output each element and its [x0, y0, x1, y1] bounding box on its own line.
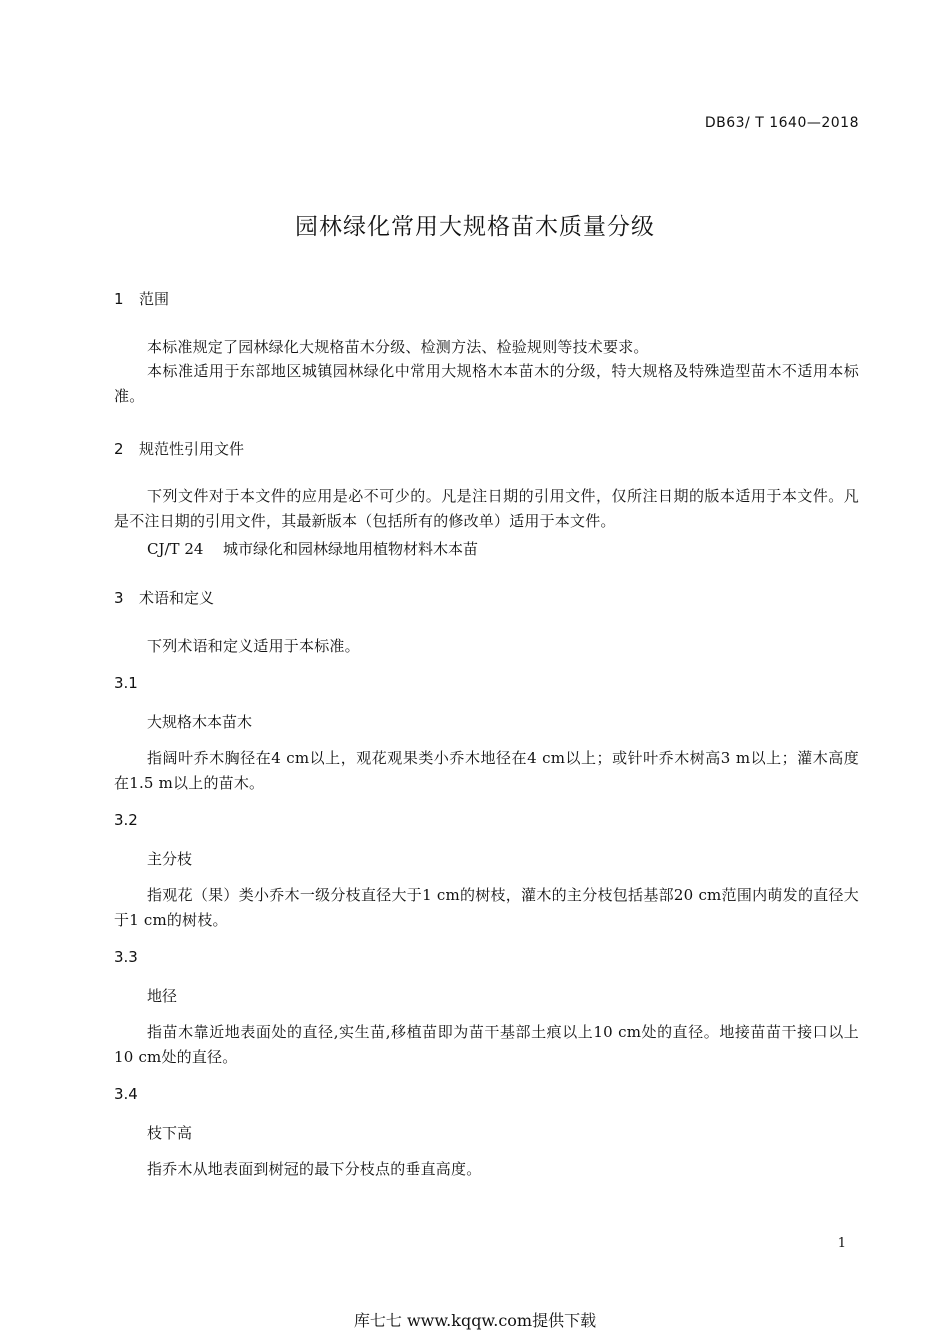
page-number: 1 [837, 1236, 846, 1251]
term-definition: 指苗木靠近地表面处的直径,实生苗,移植苗即为苗干基部土痕以上10 cm处的直径。地接苗苗干接口以上10 cm处的直径。 [114, 1023, 859, 1066]
term-number: 3.2 [114, 811, 138, 829]
term-name: 地径 [147, 987, 178, 1005]
term-definition: 指阔叶乔木胸径在4 cm以上，观花观果类小乔木地径在4 cm以上；或针叶乔木树高3 m以上；灌木高度在1.5 m以上的苗木。 [114, 749, 859, 792]
section-title: 规范性引用文件 [139, 440, 245, 458]
section-2-heading [114, 438, 244, 459]
term-name: 枝下高 [147, 1124, 193, 1142]
section-number: 2 [114, 440, 124, 458]
term-name: 主分枝 [147, 850, 193, 868]
section-number: 1 [114, 290, 124, 308]
document-title: 园林绿化常用大规格苗木质量分级 [295, 214, 655, 240]
term-number: 3.4 [114, 1085, 138, 1103]
standard-code: DB63/ T 1640—2018 [704, 115, 859, 131]
footer-watermark: 库七七 www.kqqw.com提供下载 [353, 1311, 597, 1330]
section-3-heading [114, 587, 214, 608]
term-number: 3.3 [114, 948, 138, 966]
term-definition: 指乔木从地表面到树冠的最下分枝点的垂直高度。 [147, 1160, 482, 1178]
section-title: 术语和定义 [139, 589, 215, 607]
section-1-paragraph-2: 本标准适用于东部地区城镇园林绿化中常用大规格木本苗木的分级，特大规格及特殊造型苗木不适用本标准。 [114, 362, 859, 405]
section-2-paragraph-1: 下列文件对于本文件的应用是必不可少的。凡是注日期的引用文件，仅所注日期的版本适用于本文件。凡是不注日期的引用文件，其最新版本（包括所有的修改单）适用于本文件。 [114, 487, 859, 530]
reference-code: CJ/T 24 [147, 540, 204, 558]
section-1-paragraph-1: 本标准规定了园林绿化大规格苗木分级、检测方法、检验规则等技术要求。 [147, 338, 649, 356]
term-name: 大规格木本苗木 [147, 713, 253, 731]
section-3-intro: 下列术语和定义适用于本标准。 [147, 637, 360, 655]
section-number: 3 [114, 589, 124, 607]
section-title: 范围 [139, 290, 170, 308]
reference-item [147, 538, 478, 559]
section-1-heading [114, 288, 169, 309]
reference-name: 城市绿化和园林绿地用植物材料木本苗 [223, 540, 479, 558]
term-number: 3.1 [114, 674, 138, 692]
term-definition: 指观花（果）类小乔木一级分枝直径大于1 cm的树枝，灌木的主分枝包括基部20 cm范围内萌发的直径大于1 cm的树枝。 [114, 886, 859, 929]
